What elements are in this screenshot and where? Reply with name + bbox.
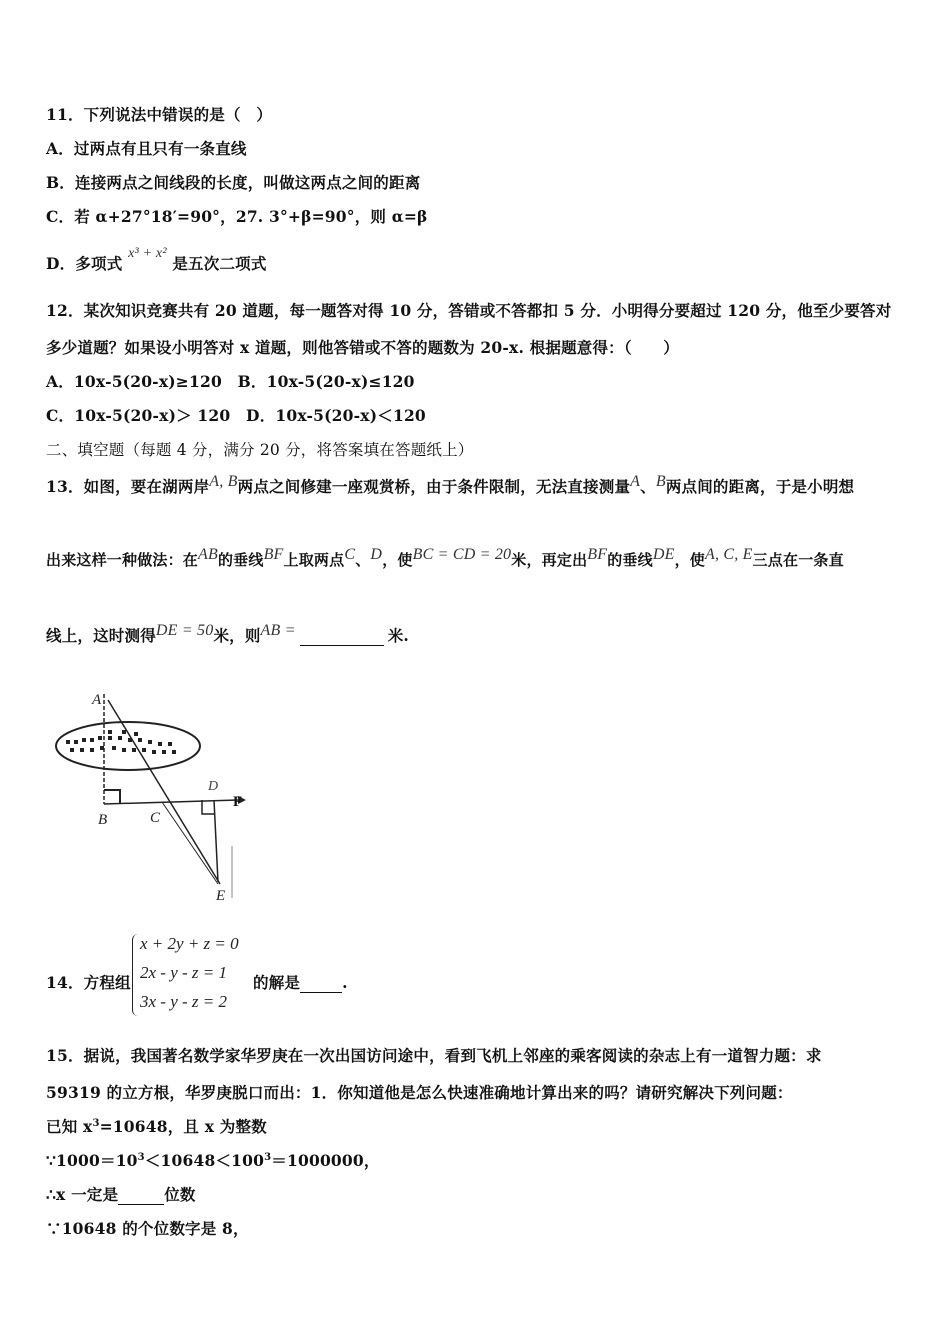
- q13-text: 13．如图，要在湖两岸: [46, 477, 210, 496]
- q13-text: 、: [640, 477, 656, 496]
- q13-text: ，使: [382, 551, 413, 569]
- q13-text: 两点之间修建一座观赏桥，由于条件限制，无法直接测量: [237, 477, 631, 496]
- q13-math: B: [655, 473, 666, 490]
- lake-bridge-figure: [46, 686, 256, 908]
- lake-ellipse: [56, 722, 200, 770]
- line-de: [214, 800, 218, 882]
- q15-line2: 59319 的立方根，华罗庚脱口而出：1．你知道他是怎么快速准确地计算出来的吗？请研究解决下列问题：: [46, 1083, 793, 1102]
- q14-end: .: [342, 973, 348, 992]
- q12-options-ab: A．10x-5(20-x)≥120 B．10x-5(20-x)≤120: [46, 372, 415, 391]
- q11-option-b: B．连接两点之间线段的长度，叫做这两点之间的距离: [46, 173, 421, 192]
- q15-text: ＜10648＜100: [144, 1151, 265, 1170]
- q12-stem-line2: 多少道题？如果设小明答对 x 道题，则他答错或不答的题数为 20-x. 根据题意得：（ ）: [46, 338, 679, 357]
- q13-text: ，使: [674, 551, 705, 569]
- q13-math: A, C, E: [704, 546, 753, 563]
- q13-text: 的垂线: [217, 551, 264, 569]
- q13-math: A: [630, 473, 641, 490]
- q13-text: 出来这样一种做法：在: [46, 551, 199, 569]
- q11-option-a: A．过两点有且只有一条直线: [46, 139, 247, 158]
- q14-suffix: 的解是: [253, 973, 301, 992]
- q13-line1: [46, 475, 854, 497]
- q13-math: BF: [263, 546, 284, 563]
- label-e: E: [216, 888, 226, 904]
- q13-text: 米，再定出: [511, 551, 588, 569]
- q15-line5: [46, 1183, 196, 1205]
- q11-d-formula: x³ + x²: [128, 246, 167, 261]
- label-b: B: [98, 812, 108, 828]
- q15-text: ∴x 一定是: [46, 1185, 119, 1204]
- q14-equation-1: x + 2y + z = 0: [140, 934, 239, 953]
- q13-math: AB: [198, 546, 218, 563]
- q13-math: BF: [587, 546, 608, 563]
- label-a: A: [92, 692, 102, 708]
- q15-answer-blank[interactable]: [118, 1185, 164, 1205]
- q11-d-prefix: D．多项式: [46, 254, 123, 273]
- q13-math: DE = 50: [155, 622, 214, 639]
- q12-stem-line1: 12．某次知识竞赛共有 20 道题，每一题答对得 10 分，答错或不答都扣 5 分．小明得分要超过 120 分，他至少要答对: [46, 301, 892, 320]
- q13-math: BC = CD = 20: [412, 546, 512, 563]
- q12-options-cd: C．10x-5(20-x)＞ 120 D．10x-5(20-x)＜120: [46, 406, 426, 425]
- q14-answer-blank[interactable]: [300, 973, 342, 993]
- q13-text: 三点在一条直: [752, 551, 844, 569]
- q14-suffix-line: [253, 971, 348, 993]
- line-ae: [108, 700, 220, 884]
- q15-line1: 15．据说，我国著名数学家华罗庚在一次出国访问途中，看到飞机上邻座的乘客阅读的杂志上有一道智力题：求: [46, 1046, 822, 1065]
- q11-option-d: [46, 246, 267, 274]
- q14-prefix: 14．方程组: [46, 973, 131, 992]
- q13-math: AB =: [260, 622, 296, 639]
- section-fill-in-heading: 二、填空题（每题 4 分，满分 20 分，将答案填在答题纸上）: [46, 441, 474, 459]
- q15-superscript: 3: [92, 1117, 100, 1129]
- q15-text: ∵1000＝10: [46, 1151, 138, 1170]
- q13-text: 两点间的距离，于是小明想: [665, 477, 855, 496]
- label-d: D: [208, 779, 219, 794]
- label-f: F: [233, 794, 243, 810]
- q15-line6: ∵10648 的个位数字是 8，: [46, 1219, 249, 1238]
- q15-text: 已知 x: [46, 1117, 93, 1136]
- right-angle-d: [202, 800, 214, 814]
- q13-text: 的垂线: [607, 551, 653, 569]
- q14-equation-2: 2x - y - z = 1: [140, 963, 228, 982]
- q13-text: 米，则: [213, 626, 261, 645]
- q11-option-c: C．若 α+27°18′=90°，27. 3°+β=90°，则 α=β: [46, 207, 428, 226]
- q13-math: D: [370, 546, 383, 563]
- q15-line4: [46, 1149, 380, 1171]
- label-c: C: [150, 810, 161, 826]
- q15-text: 位数: [164, 1185, 196, 1204]
- q13-text: 、: [355, 551, 371, 569]
- q13-text: 线上，这时测得: [46, 626, 156, 645]
- q13-line3: [46, 624, 409, 646]
- lake-dots: [66, 730, 176, 754]
- q13-text: 米.: [387, 626, 409, 645]
- q13-text: 上取两点: [283, 551, 345, 569]
- q14-equation-3: 3x - y - z = 2: [140, 992, 228, 1011]
- q15-superscript: 3: [264, 1151, 272, 1163]
- q13-line2: [46, 546, 844, 570]
- q13-answer-blank[interactable]: [300, 626, 384, 646]
- q11-d-suffix: 是五次二项式: [172, 254, 267, 273]
- q15-text: =10648，且 x 为整数: [99, 1117, 267, 1136]
- q15-text: ＝1000000，: [271, 1151, 380, 1170]
- q13-math: C: [344, 546, 356, 563]
- q15-line3: [46, 1115, 267, 1137]
- q15-superscript: 3: [137, 1151, 145, 1163]
- q11-stem: 11．下列说法中错误的是（ ）: [46, 105, 273, 124]
- q13-math: DE: [652, 546, 675, 563]
- right-angle-b: [104, 790, 120, 804]
- q13-math: A, B: [209, 473, 238, 490]
